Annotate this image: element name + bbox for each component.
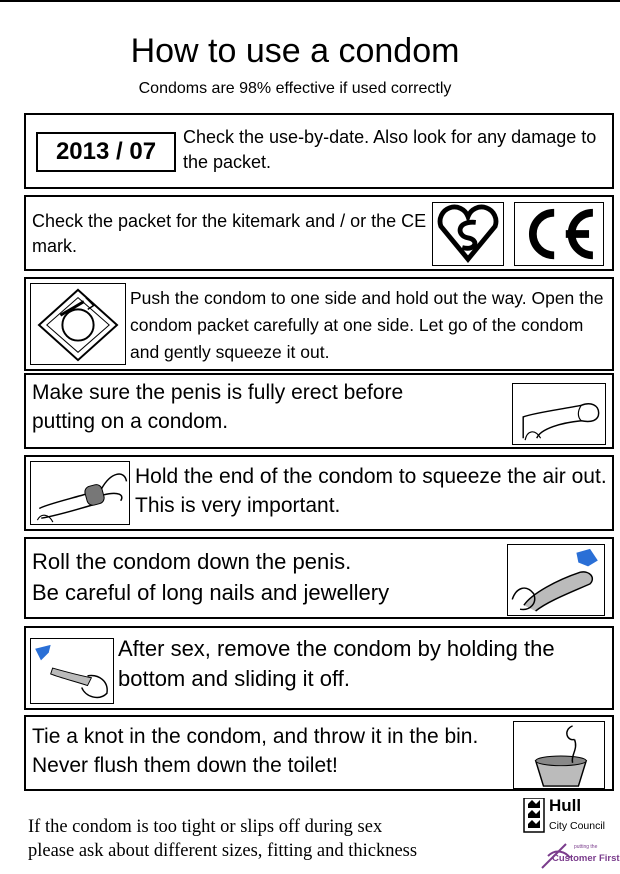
step-1-box bbox=[24, 113, 614, 189]
step-7-box bbox=[24, 626, 614, 710]
ce-mark-icon bbox=[514, 202, 604, 266]
step-8-box bbox=[24, 715, 614, 791]
logo-tagline-small: putting the bbox=[574, 844, 598, 850]
step-1-text: Check the use-by-date. Also look for any damage to the packet. bbox=[183, 127, 597, 172]
step-8-text: Tie a knot in the condom, and throw it in the bin. Never flush them down the toilet! bbox=[32, 725, 479, 777]
step-3-text: Push the condom to one side and hold out the way. Open the condom packet carefully at one side. Let go of the condom and gently squeeze it out. bbox=[130, 288, 604, 363]
step-5-box bbox=[24, 455, 614, 531]
step-2-box bbox=[24, 195, 614, 271]
page-subtitle: Condoms are 98% effective if used correctly bbox=[138, 80, 452, 97]
hull-city-council-logo bbox=[522, 798, 618, 874]
remove-condom-icon bbox=[30, 638, 114, 704]
step-4-box bbox=[24, 373, 614, 449]
step-2-text: Check the packet for the kitemark and / or the CE mark. bbox=[32, 211, 427, 256]
footer-line-2: please ask about different sizes, fitting and thickness bbox=[28, 841, 418, 862]
logo-name-1: Hull bbox=[549, 796, 582, 815]
footer-note bbox=[28, 815, 417, 863]
step-3-box bbox=[24, 277, 614, 371]
top-rule bbox=[0, 0, 620, 2]
use-by-date-badge: 2013 / 07 bbox=[36, 132, 176, 172]
roll-down-icon bbox=[507, 544, 605, 616]
open-packet-icon bbox=[30, 283, 126, 365]
page-title: How to use a condom bbox=[130, 32, 460, 70]
logo-tagline: Customer First bbox=[552, 853, 620, 864]
step-5-text: Hold the end of the condom to squeeze the air out. This is very important. bbox=[135, 465, 607, 517]
footer-line-1: If the condom is too tight or slips off during sex bbox=[28, 817, 383, 837]
logo-name-2: City Council bbox=[549, 820, 606, 832]
step-6-text-2: Be careful of long nails and jewellery bbox=[32, 580, 390, 605]
step-7-text: After sex, remove the condom by holding the bottom and sliding it off. bbox=[118, 636, 555, 692]
erect-penis-icon bbox=[512, 383, 606, 445]
step-4-text: Make sure the penis is fully erect before putting on a condom. bbox=[32, 381, 404, 433]
squeeze-tip-icon bbox=[30, 461, 130, 525]
kitemark-icon bbox=[432, 202, 504, 266]
step-6-box bbox=[24, 537, 614, 619]
step-6-text: Roll the condom down the penis. bbox=[32, 549, 352, 574]
bin-icon bbox=[513, 721, 605, 789]
